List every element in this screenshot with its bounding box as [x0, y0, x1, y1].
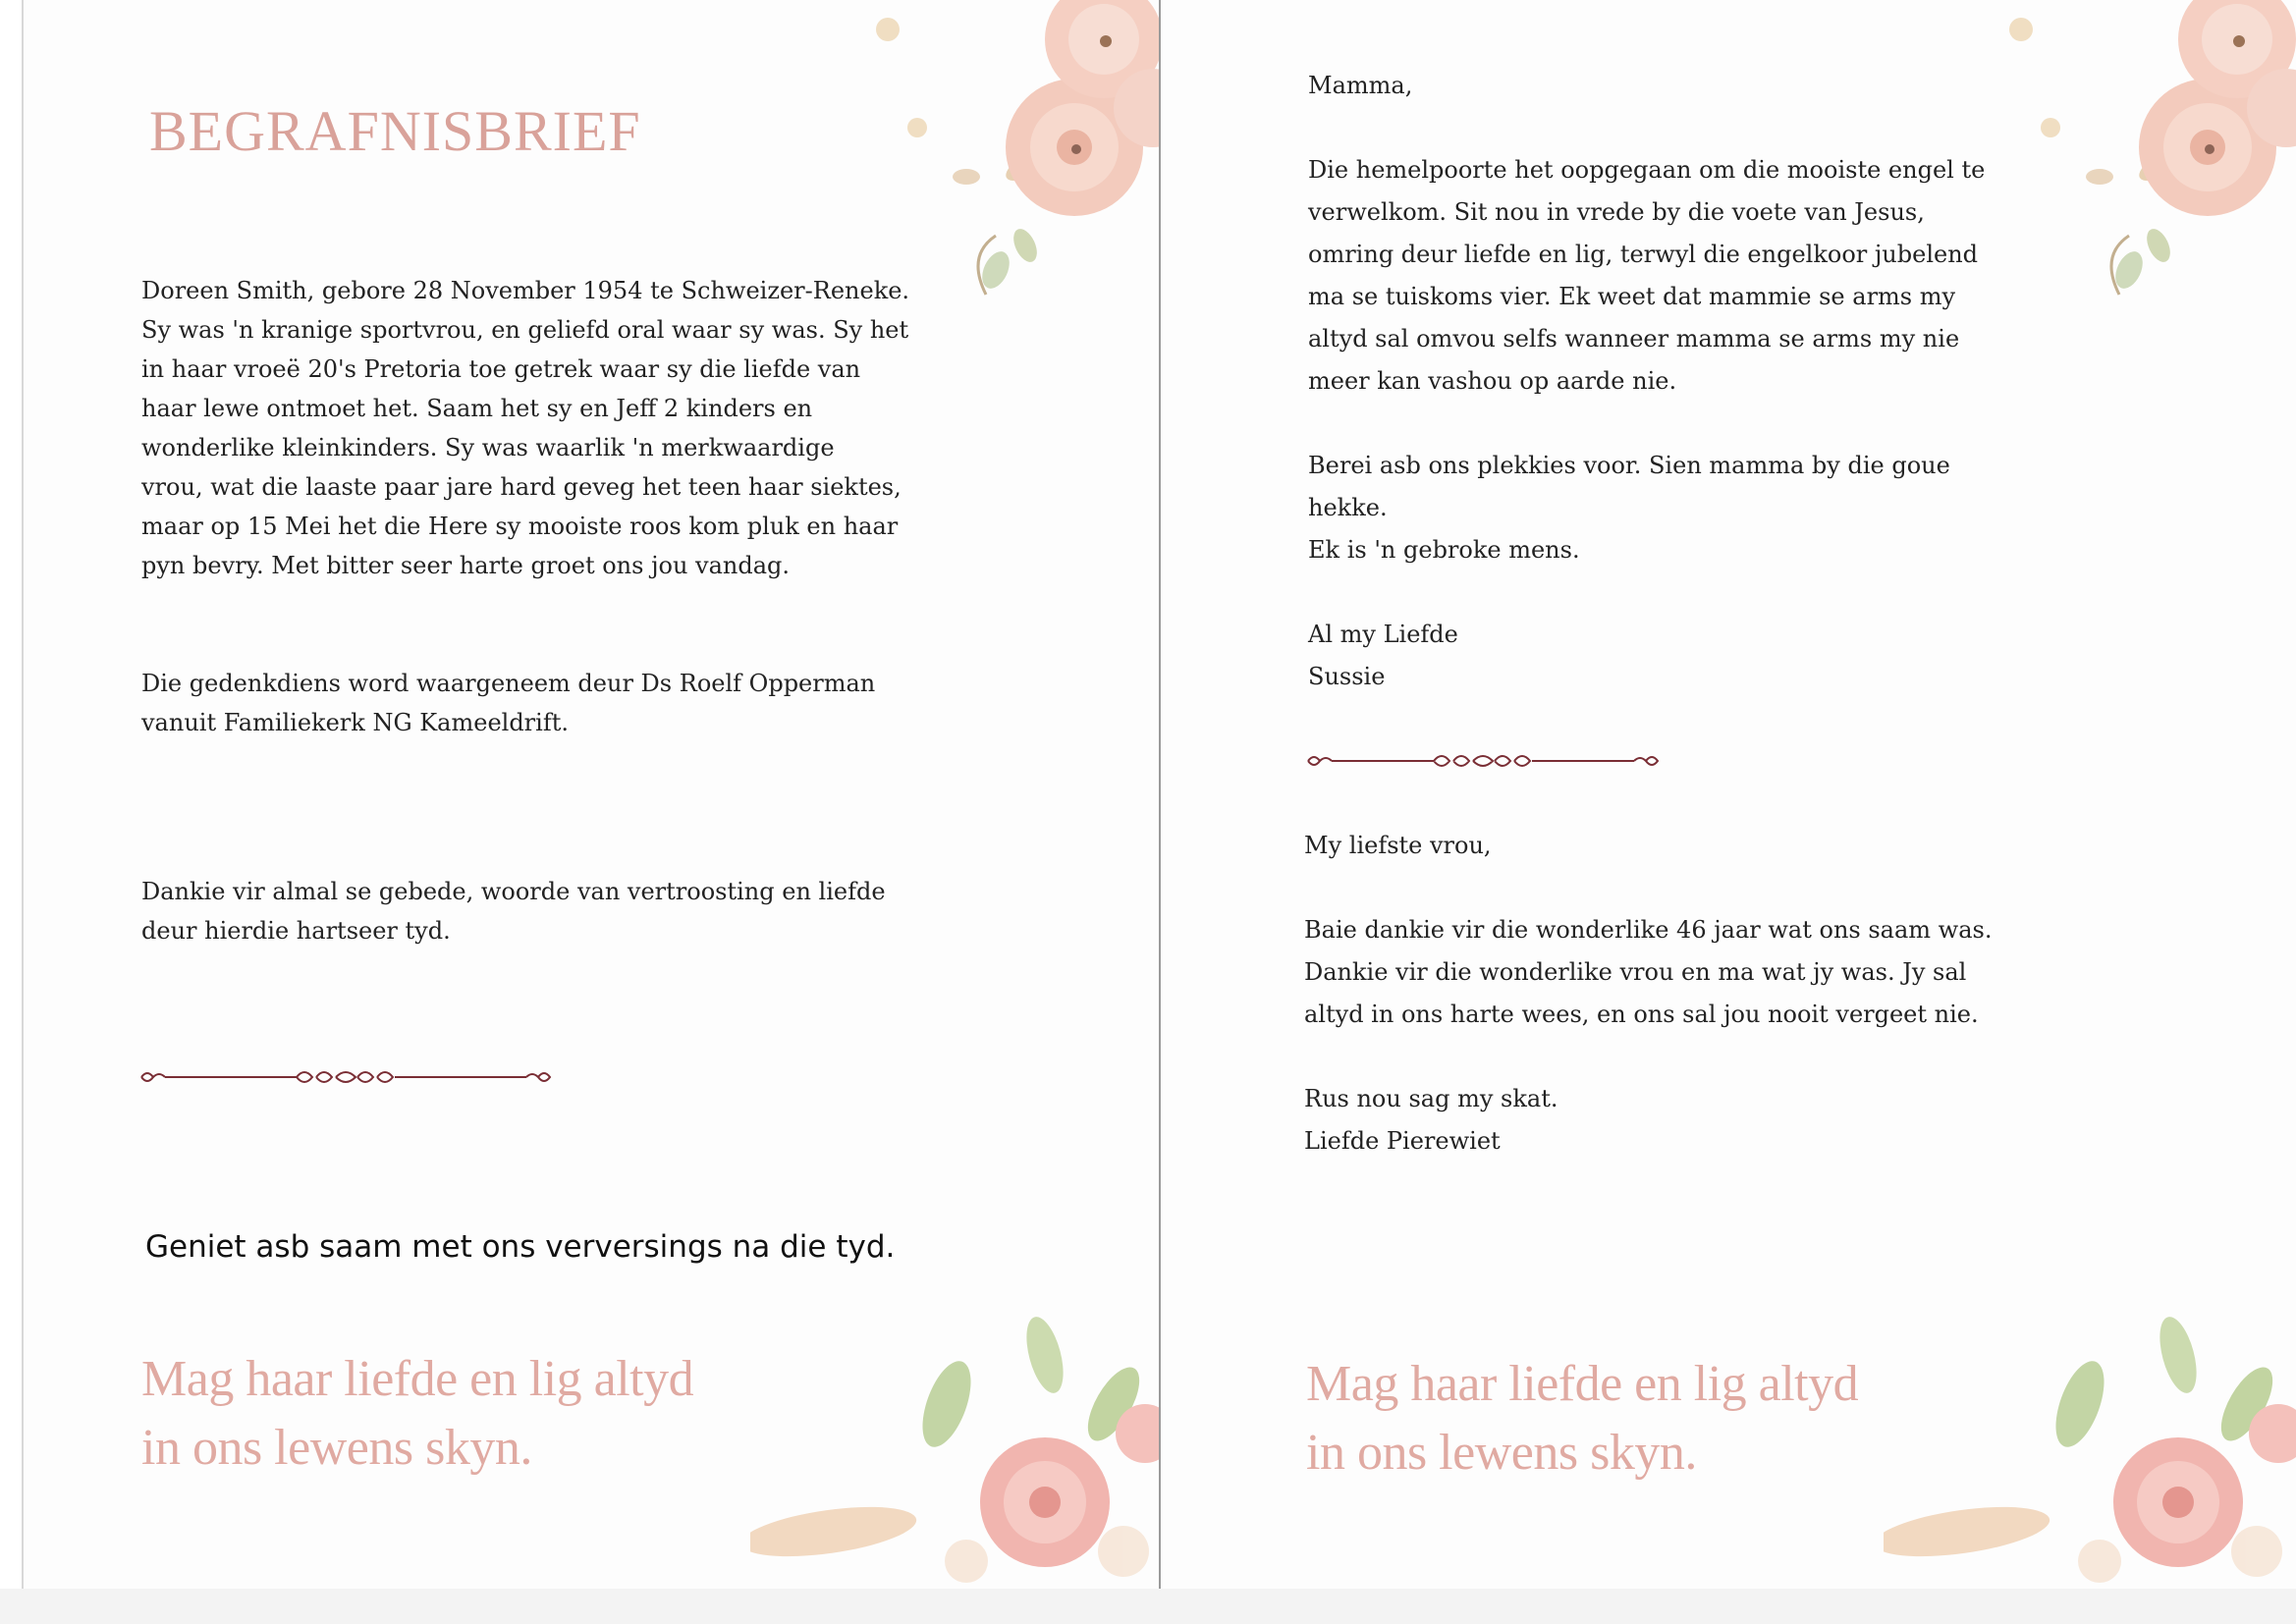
letter-from-daughter: Mamma, Die hemelpoorte het oopgegaan om die mooiste engel te verwelkom. Sit nou in vrede by die voete van Jesus, omring deur liefde en lig, terwyl die engelkoor jubelend ma se tuiskoms vier. Ek weet dat mammie se arms my altyd sal omvou selfs wanneer mamma se arms my nie meer kan vashou op aarde nie. Berei asb ons plekkies voor. Sien mamma by die goue hekke. Ek is 'n gebroke mens. Al my Liefde Sussie — [1308, 72, 1986, 690]
left-page — [22, 0, 1165, 1589]
floral-corner-top-icon — [848, 0, 1165, 304]
right-page — [1159, 0, 2296, 1589]
ornament-divider-icon — [1306, 746, 1679, 776]
service-text: Die gedenkdiens word waargeneem deur Ds Roelf Opperman vanuit Familiekerk NG Kameeldrift. — [141, 670, 876, 736]
page-title: BEGRAFNISBRIEF — [149, 99, 641, 163]
floral-corner-bottom-icon — [1884, 1286, 2296, 1589]
closing-script: Mag haar liefde en lig altyd in ons lewens skyn. — [1306, 1356, 1859, 1481]
closing-script: Mag haar liefde en lig altyd in ons lewens skyn. — [141, 1351, 694, 1476]
floral-corner-top-icon — [1982, 0, 2296, 304]
scan-bottom-edge — [0, 1589, 2296, 1624]
floral-corner-bottom-icon — [750, 1286, 1165, 1589]
letter-from-husband: My liefste vrou, Baie dankie vir die wonderlike 46 jaar wat ons saam was. Dankie vir die wonderlike vrou en ma wat jy was. Jy sal altyd in ons harte wees, en ons sal jou nooit vergeet nie. Rus nou sag my skat. Liefde Pierewiet — [1304, 832, 1993, 1155]
thanks-text: Dankie vir almal se gebede, woorde van vertroosting en liefde deur hierdie hartseer tyd. — [141, 878, 886, 945]
ornament-divider-icon — [139, 1062, 572, 1092]
refreshments-text: Geniet asb saam met ons verversings na die tyd. — [145, 1229, 896, 1265]
obituary-text: Doreen Smith, gebore 28 November 1954 te Schweizer-Reneke. Sy was 'n kranige sportvrou, en geliefd oral waar sy was. Sy het in haar vroeë 20's Pretoria toe getrek waar sy die liefde van haar lewe ontmoet het. Saam het sy en Jeff 2 kinders en wonderlike kleinkinders. Sy was waarlik 'n merkwaardige vrou, wat die laaste paar jare hard geveg het teen haar siektes, maar op 15 Mei het die Here sy mooiste roos kom pluk en haar pyn bevry. Met bitter seer harte groet ons jou vandag. — [141, 277, 910, 579]
